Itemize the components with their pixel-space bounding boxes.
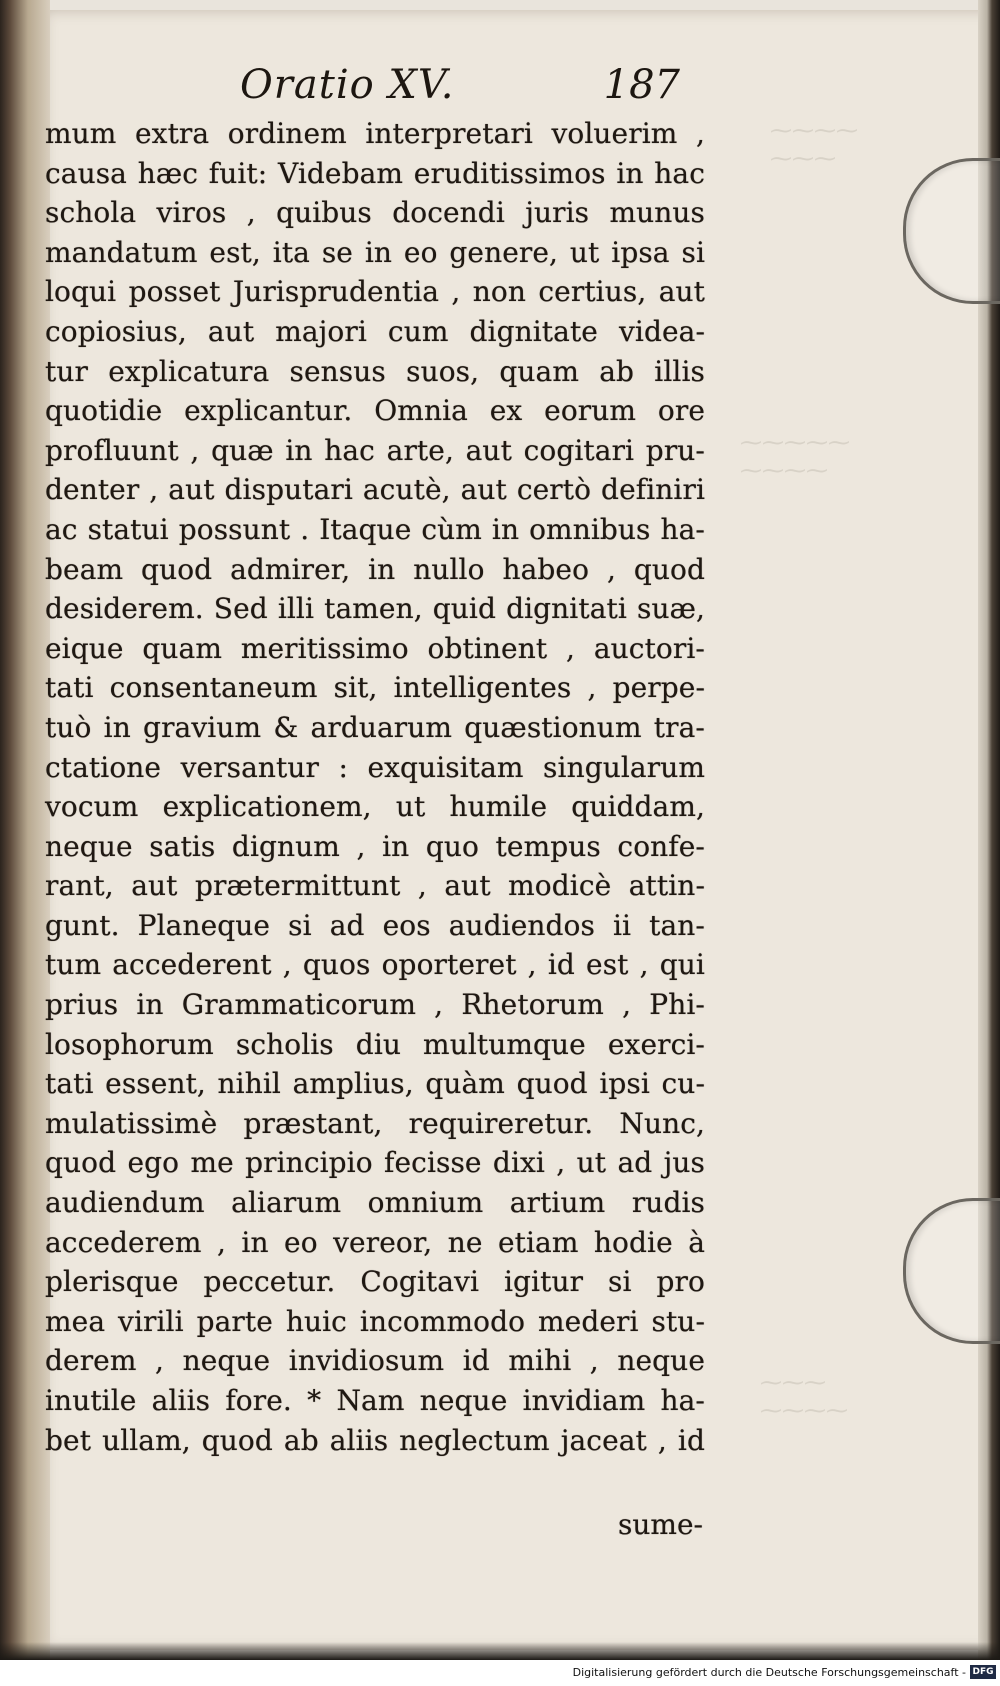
text-line: plerisque peccetur. Cogitavi igitur si pro xyxy=(45,1265,705,1299)
text-line: quotidie explicantur. Omnia ex eorum ore xyxy=(45,394,705,428)
text-line: losophorum scholis diu multumque exerci- xyxy=(45,1027,705,1061)
text-line: accederem , in eo vereor, ne etiam hodie à xyxy=(45,1225,705,1259)
running-title: Oratio XV. xyxy=(240,62,455,108)
dfg-logo: DFG xyxy=(970,1665,996,1679)
text-line: tur explicatura sensus suos, quam ab illis xyxy=(45,354,705,388)
scan-bottom-shadow xyxy=(0,1642,1000,1660)
text-line: gunt. Planeque si ad eos audiendos ii tan- xyxy=(45,908,705,942)
catchword: sume- xyxy=(618,1508,703,1541)
text-line: mandatum est, ita se in eo genere, ut ipsa si xyxy=(45,235,705,269)
text-line: loqui posset Jurisprudentia , non certius, aut xyxy=(45,275,705,309)
text-line: neque satis dignum , in quo tempus confe- xyxy=(45,829,705,863)
page-number: 187 xyxy=(603,62,680,108)
text-line: tum accederent , quos oporteret , id est , qui xyxy=(45,948,705,982)
text-line: audiendum aliarum omnium artium rudis xyxy=(45,1186,705,1220)
show-through-text-middle: ⁓⁓⁓⁓⁓ ⁓⁓⁓⁓ xyxy=(740,431,850,484)
text-line: schola viros , quibus docendi juris munus xyxy=(45,196,705,230)
text-line: quod ego me principio fecisse dixi , ut ad jus xyxy=(45,1146,705,1180)
text-line: tati consentaneum sit, intelligentes , perpe- xyxy=(45,671,705,705)
funding-credit: Digitalisierung gefördert durch die Deutsche Forschungsgemeinschaft - xyxy=(572,1666,966,1679)
text-line: beam quod admirer, in nullo habeo , quod xyxy=(45,552,705,586)
digitization-footer xyxy=(0,1660,1000,1686)
text-line: ac statui possunt . Itaque cùm in omnibus ha- xyxy=(45,512,705,546)
text-line: denter , aut disputari acutè, aut certò definiri xyxy=(45,473,705,507)
text-line: mum extra ordinem interpretari voluerim , xyxy=(45,117,705,150)
text-line: rant, aut prætermittunt , aut modicè attin- xyxy=(45,869,705,903)
text-line: inutile aliis fore. * Nam neque invidiam ha- xyxy=(45,1384,705,1417)
show-through-text-bottom: ⁓⁓⁓ ⁓⁓⁓⁓ xyxy=(760,1371,848,1424)
page-header xyxy=(240,62,680,110)
text-line: causa hæc fuit: Videbam eruditissimos in hac xyxy=(45,156,705,190)
text-line: desiderem. Sed illi tamen, quid dignitati suæ, xyxy=(45,592,705,626)
text-line: prius in Grammaticorum , Rhetorum , Phi- xyxy=(45,988,705,1022)
text-line: copiosius, aut majori cum dignitate videa- xyxy=(45,314,705,348)
text-line: tati essent, nihil amplius, quàm quod ipsi cu- xyxy=(45,1067,705,1101)
text-line: bet ullam, quod ab aliis neglectum jaceat , id xyxy=(45,1423,705,1457)
binding-left-edge xyxy=(0,0,50,1660)
text-line: tuò in gravium & arduarum quæstionum tra- xyxy=(45,710,705,744)
text-line: eique quam meritissimo obtinent , auctori- xyxy=(45,631,705,665)
text-line: mea virili parte huic incommodo mederi stu- xyxy=(45,1304,705,1338)
show-through-text-top: ⁓⁓⁓⁓ ⁓⁓⁓ xyxy=(770,119,858,172)
text-line: profluunt , quæ in hac arte, aut cogitari pru- xyxy=(45,433,705,467)
text-line: mulatissimè præstant, requireretur. Nunc, xyxy=(45,1106,705,1140)
body-text xyxy=(45,114,705,1460)
text-line: ctatione versantur : exquisitam singularum xyxy=(45,750,705,784)
text-line: derem , neque invidiosum id mihi , neque xyxy=(45,1344,705,1378)
text-line: vocum explicationem, ut humile quiddam, xyxy=(45,790,705,824)
